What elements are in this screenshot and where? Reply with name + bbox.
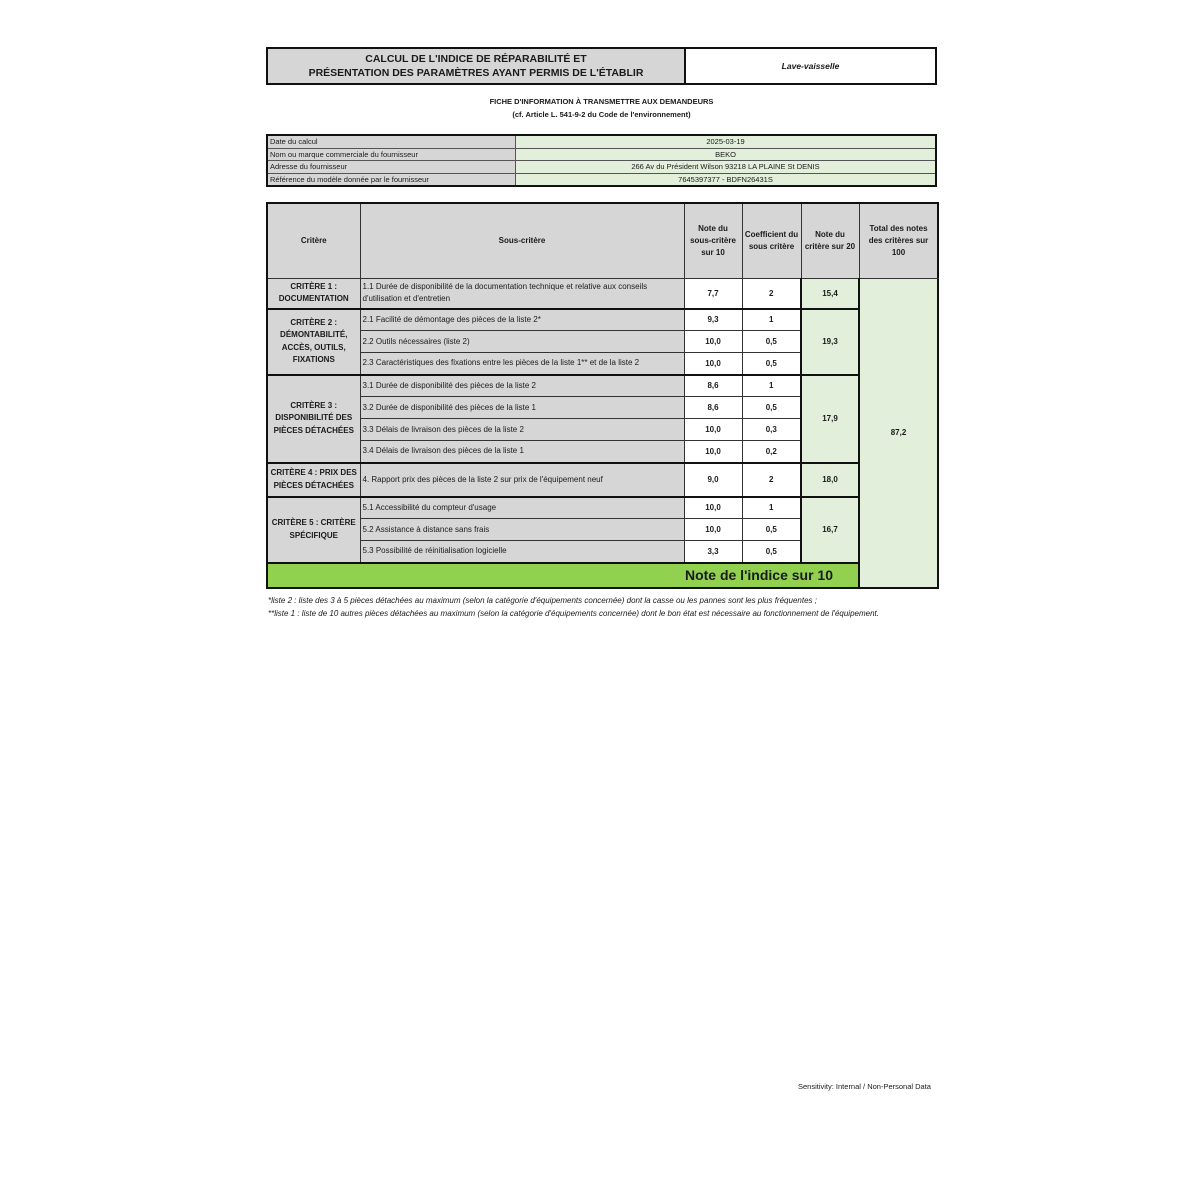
sub-criterion-label: 2.2 Outils nécessaires (liste 2): [360, 331, 684, 353]
sub-criterion-label: 2.1 Facilité de démontage des pièces de la liste 2*: [360, 309, 684, 331]
sub-criterion-note: 10,0: [684, 497, 742, 519]
col-note-sous: Note du sous-critère sur 10: [684, 203, 742, 279]
document-title: [268, 49, 686, 83]
sub-criterion-note: 10,0: [684, 519, 742, 541]
sub-criterion-note: 10,0: [684, 331, 742, 353]
sub-criterion-label: 3.1 Durée de disponibilité des pièces de la liste 2: [360, 375, 684, 397]
table-row: [267, 375, 938, 397]
col-critere: Critère: [267, 203, 360, 279]
info-label: Date du calcul: [267, 135, 516, 148]
sub-criterion-coef: 0,5: [742, 331, 801, 353]
final-score-row: [267, 563, 938, 588]
criterion-score: 17,9: [801, 375, 859, 463]
info-value: 266 Av du Président Wilson 93218 LA PLAINE St DENIS: [516, 161, 937, 174]
sub-criterion-coef: 0,3: [742, 419, 801, 441]
criterion-score: 18,0: [801, 463, 859, 497]
criterion-label: CRITÈRE 4 : PRIX DES PIÈCES DÉTACHÉES: [267, 463, 360, 497]
sensitivity-label: Sensitivity: Internal / Non-Personal Data: [798, 1082, 931, 1091]
sub-criterion-coef: 2: [742, 279, 801, 309]
sub-criterion-note: 10,0: [684, 353, 742, 375]
footnotes: [268, 594, 940, 620]
title-line-1: CALCUL DE L'INDICE DE RÉPARABILITÉ ET: [365, 53, 587, 65]
sub-criterion-coef: 1: [742, 309, 801, 331]
sub-criterion-label: 3.2 Durée de disponibilité des pièces de la liste 1: [360, 397, 684, 419]
sub-criterion-note: 7,7: [684, 279, 742, 309]
product-category: Lave-vaisselle: [781, 61, 840, 71]
criterion-label: CRITÈRE 1 : DOCUMENTATION: [267, 279, 360, 309]
subheading-line-2: (cf. Article L. 541-9-2 du Code de l'environnement): [512, 110, 691, 119]
sub-criterion-label: 3.4 Délais de livraison des pièces de la liste 1: [360, 441, 684, 463]
repairability-table: [266, 202, 939, 589]
table-row: [267, 279, 938, 309]
sub-criterion-label: 5.3 Possibilité de réinitialisation logicielle: [360, 541, 684, 563]
document-header: [266, 47, 937, 85]
info-value: BEKO: [516, 148, 937, 161]
criterion-score: 16,7: [801, 497, 859, 563]
sub-criterion-coef: 1: [742, 497, 801, 519]
sub-criterion-label: 5.1 Accessibilité du compteur d'usage: [360, 497, 684, 519]
info-label: Référence du modèle donnée par le fournisseur: [267, 173, 516, 186]
sub-criterion-coef: 0,5: [742, 519, 801, 541]
final-score-label: Note de l'indice sur 10: [267, 563, 859, 588]
col-total: Total des notes des critères sur 100: [859, 203, 938, 279]
sub-criterion-note: 3,3: [684, 541, 742, 563]
sub-criterion-coef: 0,5: [742, 541, 801, 563]
title-line-2: PRÉSENTATION DES PARAMÈTRES AYANT PERMIS DE L'ÉTABLIR: [308, 67, 644, 79]
col-coefficient: Coefficient du sous critère: [742, 203, 801, 279]
sub-criterion-note: 8,6: [684, 375, 742, 397]
info-label: Adresse du fournisseur: [267, 161, 516, 174]
criterion-score: 15,4: [801, 279, 859, 309]
footnote-liste-2: *liste 2 : liste des 3 à 5 pièces détachées au maximum (selon la catégorie d'équipements concernée) dont la casse ou les pannes sont les plus fréquentes ;: [268, 596, 817, 605]
table-row: [267, 309, 938, 331]
table-row: [267, 463, 938, 497]
info-row: [267, 135, 936, 148]
sub-criterion-note: 10,0: [684, 441, 742, 463]
sub-criterion-note: 9,0: [684, 463, 742, 497]
criterion-label: CRITÈRE 2 : DÉMONTABILITÉ, ACCÈS, OUTILS, FIXATIONS: [267, 309, 360, 375]
sub-criterion-label: 1.1 Durée de disponibilité de la documentation technique et relative aux conseils d'utilisation et d'entretien: [360, 279, 684, 309]
col-note-critere: Note du critère sur 20: [801, 203, 859, 279]
sub-criterion-coef: 2: [742, 463, 801, 497]
table-row: [267, 497, 938, 519]
sub-criterion-coef: 0,2: [742, 441, 801, 463]
subheading-line-1: FICHE D'INFORMATION À TRANSMETTRE AUX DEMANDEURS: [489, 97, 714, 106]
sub-criterion-label: 2.3 Caractéristiques des fixations entre les pièces de la liste 1** et de la liste 2: [360, 353, 684, 375]
info-row: [267, 173, 936, 186]
sub-criterion-note: 8,6: [684, 397, 742, 419]
info-value: 7645397377 - BDFN26431S: [516, 173, 937, 186]
col-sous-critere: Sous-critère: [360, 203, 684, 279]
criterion-score: 19,3: [801, 309, 859, 375]
sub-criterion-label: 3.3 Délais de livraison des pièces de la liste 2: [360, 419, 684, 441]
sub-criterion-coef: 0,5: [742, 397, 801, 419]
sub-criterion-note: 10,0: [684, 419, 742, 441]
criterion-label: CRITÈRE 5 : CRITÈRE SPÉCIFIQUE: [267, 497, 360, 563]
supplier-info-table: [266, 134, 937, 187]
sub-criterion-label: 5.2 Assistance à distance sans frais: [360, 519, 684, 541]
info-label: Nom ou marque commerciale du fournisseur: [267, 148, 516, 161]
sub-criterion-note: 9,3: [684, 309, 742, 331]
info-row: [267, 148, 936, 161]
sub-criterion-label: 4. Rapport prix des pièces de la liste 2 sur prix de l'équipement neuf: [360, 463, 684, 497]
total-score: 87,2: [859, 279, 938, 588]
info-value: 2025-03-19: [516, 135, 937, 148]
sub-criterion-coef: 1: [742, 375, 801, 397]
criterion-label: CRITÈRE 3 : DISPONIBILITÉ DES PIÈCES DÉTACHÉES: [267, 375, 360, 463]
info-row: [267, 161, 936, 174]
sub-criterion-coef: 0,5: [742, 353, 801, 375]
table-header-row: [267, 203, 938, 279]
footnote-liste-1: **liste 1 : liste de 10 autres pièces détachées au maximum (selon la catégorie d'équipements concernée) dont le bon état est nécessaire au fonctionnement de l'équipement.: [268, 609, 879, 618]
